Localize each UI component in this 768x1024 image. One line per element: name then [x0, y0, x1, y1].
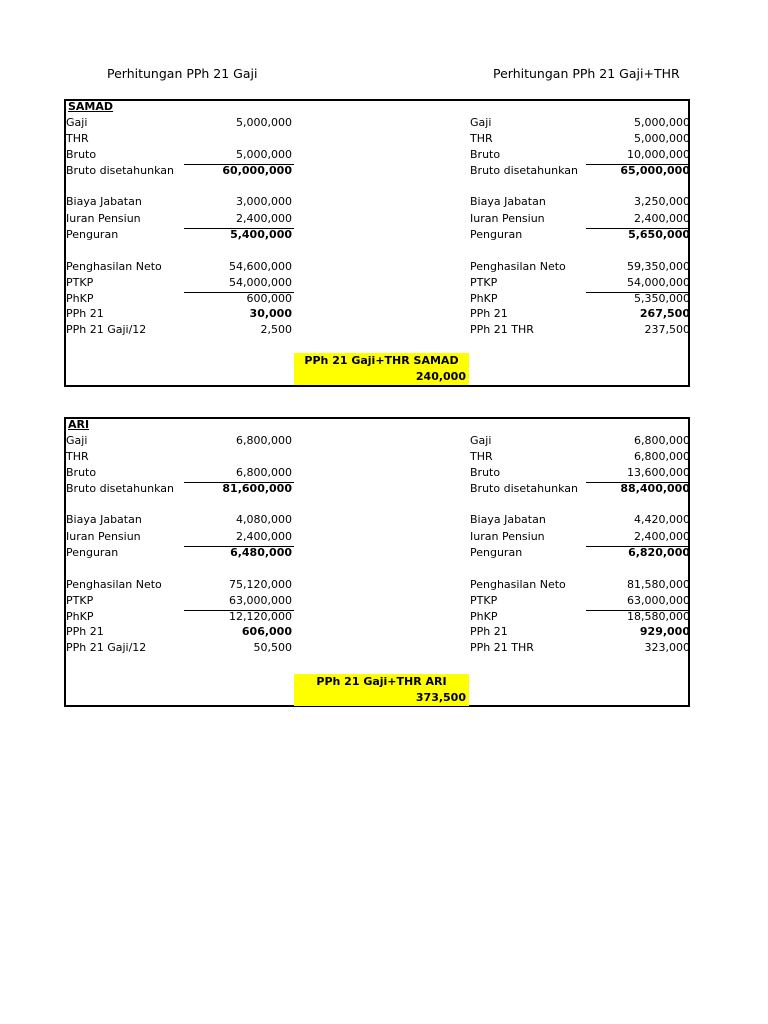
row-label: Bruto disetahunkan: [66, 482, 174, 495]
row-value: 4,420,000: [634, 513, 690, 526]
row-label: THR: [470, 450, 493, 463]
row-value: 60,000,000: [222, 164, 292, 177]
summary-box: [294, 353, 469, 385]
row-value: 54,000,000: [229, 276, 292, 289]
row-label: Bruto: [66, 148, 97, 161]
row-value: 6,800,000: [634, 450, 690, 463]
row-value: 3,250,000: [634, 195, 690, 208]
row-label: PPh 21 THR: [470, 641, 534, 654]
row-value: 6,480,000: [230, 546, 292, 559]
row-value: 4,080,000: [236, 513, 292, 526]
row-label: PPh 21 Gaji/12: [66, 641, 147, 654]
row-label: PTKP: [66, 276, 94, 289]
row-value: 323,000: [644, 641, 690, 654]
row-label: Iuran Pensiun: [66, 530, 141, 543]
row-value: 59,350,000: [627, 260, 690, 273]
row-value: 929,000: [639, 625, 690, 638]
row-value: 5,350,000: [634, 292, 690, 305]
row-value: 267,500: [639, 307, 690, 320]
section-samad: [64, 99, 690, 387]
row-value: 3,000,000: [236, 195, 292, 208]
row-label: Gaji: [470, 116, 492, 129]
row-label: Bruto disetahunkan: [66, 164, 174, 177]
row-label: THR: [470, 132, 493, 145]
row-label: THR: [66, 450, 89, 463]
row-label: Bruto: [470, 148, 501, 161]
row-value: 88,400,000: [620, 482, 690, 495]
row-value: 54,000,000: [627, 276, 690, 289]
row-label: PPh 21: [470, 625, 508, 638]
row-value: 75,120,000: [229, 578, 292, 591]
row-value: 54,600,000: [229, 260, 292, 273]
row-label: Gaji: [66, 434, 88, 447]
row-label: Gaji: [66, 116, 88, 129]
header-right-title: Perhitungan PPh 21 Gaji+THR: [493, 66, 680, 81]
row-label: PhKP: [66, 610, 94, 623]
row-value: 2,400,000: [236, 530, 292, 543]
row-label: Bruto disetahunkan: [470, 482, 578, 495]
row-value: 63,000,000: [229, 594, 292, 607]
row-value: 63,000,000: [627, 594, 690, 607]
row-label: Penguran: [66, 228, 119, 241]
row-label: Iuran Pensiun: [66, 212, 141, 225]
row-value: 6,800,000: [236, 434, 292, 447]
row-label: Biaya Jabatan: [470, 513, 546, 526]
row-value: 237,500: [644, 323, 690, 336]
row-label: Penghasilan Neto: [470, 578, 566, 591]
row-label: PPh 21 THR: [470, 323, 534, 336]
row-value: 2,400,000: [236, 212, 292, 225]
row-value: 2,400,000: [634, 212, 690, 225]
row-label: PhKP: [470, 610, 498, 623]
row-value: 13,600,000: [627, 466, 690, 479]
row-value: 12,120,000: [229, 610, 292, 623]
row-value: 6,800,000: [236, 466, 292, 479]
section-name: ARI: [68, 418, 90, 431]
row-value: 6,820,000: [628, 546, 690, 559]
row-value: 6,800,000: [634, 434, 690, 447]
row-label: Penghasilan Neto: [66, 578, 162, 591]
summary-title: PPh 21 Gaji+THR ARI: [316, 675, 447, 688]
row-value: 81,600,000: [222, 482, 292, 495]
row-label: Penguran: [470, 228, 523, 241]
row-value: 5,000,000: [236, 148, 292, 161]
row-label: PTKP: [470, 594, 498, 607]
header-left-title: Perhitungan PPh 21 Gaji: [107, 66, 258, 81]
row-label: Iuran Pensiun: [470, 212, 545, 225]
row-label: PTKP: [470, 276, 498, 289]
row-label: Biaya Jabatan: [66, 195, 142, 208]
summary-box: [294, 674, 469, 706]
row-value: 10,000,000: [627, 148, 690, 161]
row-value: 81,580,000: [627, 578, 690, 591]
row-label: Biaya Jabatan: [66, 513, 142, 526]
row-label: Penguran: [470, 546, 523, 559]
row-value: 606,000: [241, 625, 292, 638]
row-value: 600,000: [246, 292, 292, 305]
row-label: PTKP: [66, 594, 94, 607]
section-ari: [64, 417, 690, 707]
row-value: 2,400,000: [634, 530, 690, 543]
row-value: 2,500: [260, 323, 292, 336]
row-value: 5,000,000: [634, 116, 690, 129]
row-value: 5,000,000: [236, 116, 292, 129]
section-name: SAMAD: [68, 100, 114, 113]
row-value: 18,580,000: [627, 610, 690, 623]
row-value: 5,400,000: [230, 228, 292, 241]
summary-title: PPh 21 Gaji+THR SAMAD: [304, 354, 459, 367]
row-value: 30,000: [249, 307, 292, 320]
row-value: 65,000,000: [620, 164, 690, 177]
row-label: Bruto: [470, 466, 501, 479]
summary-value: 240,000: [415, 370, 466, 383]
row-label: THR: [66, 132, 89, 145]
row-label: PhKP: [66, 292, 94, 305]
row-value: 5,000,000: [634, 132, 690, 145]
row-value: 5,650,000: [628, 228, 690, 241]
row-label: PhKP: [470, 292, 498, 305]
row-label: Biaya Jabatan: [470, 195, 546, 208]
row-value: 50,500: [253, 641, 292, 654]
row-label: Penguran: [66, 546, 119, 559]
row-label: Bruto disetahunkan: [470, 164, 578, 177]
row-label: PPh 21: [66, 307, 104, 320]
row-label: Penghasilan Neto: [470, 260, 566, 273]
row-label: Gaji: [470, 434, 492, 447]
row-label: PPh 21 Gaji/12: [66, 323, 147, 336]
summary-value: 373,500: [415, 691, 466, 704]
row-label: Iuran Pensiun: [470, 530, 545, 543]
row-label: PPh 21: [66, 625, 104, 638]
row-label: PPh 21: [470, 307, 508, 320]
row-label: Bruto: [66, 466, 97, 479]
row-label: Penghasilan Neto: [66, 260, 162, 273]
